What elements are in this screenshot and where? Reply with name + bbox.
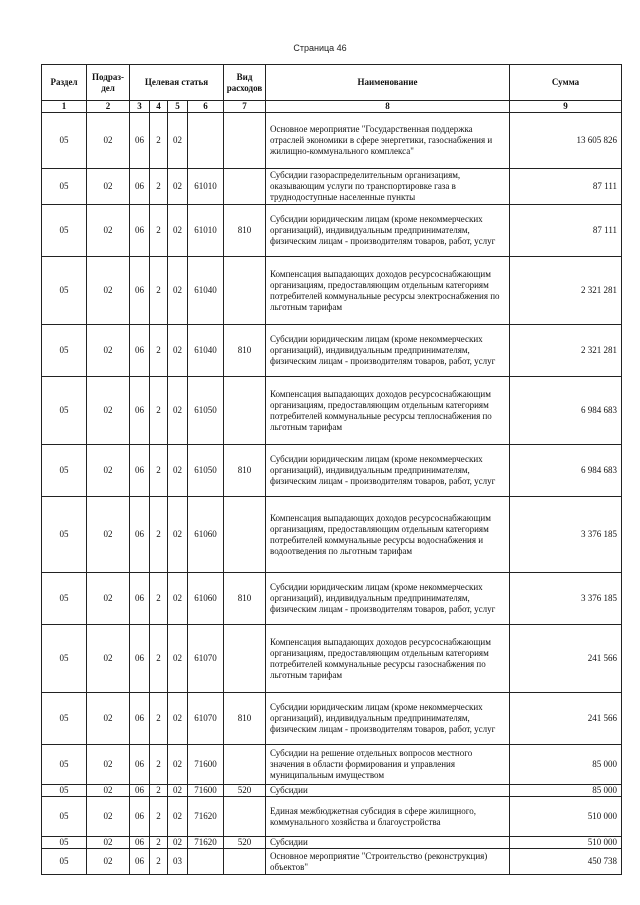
cell-podrazdel: 02 (87, 573, 130, 625)
column-number: 4 (150, 101, 168, 113)
cell-event: 02 (168, 573, 188, 625)
header-name: Наименование (266, 65, 510, 101)
cell-sum: 450 738 (510, 849, 622, 875)
cell-subprogram: 2 (150, 785, 168, 797)
column-number: 3 (130, 101, 150, 113)
cell-razdel: 05 (42, 205, 87, 257)
cell-direction: 61070 (188, 625, 224, 693)
cell-event: 02 (168, 745, 188, 785)
cell-name: Компенсация выпадающих доходов ресурсоснабжающим организациям, предоставляющим отдельным категориям потребителей коммунальные ресурсы водоснабжения и водоотведения по льготным тарифам (266, 497, 510, 573)
cell-subprogram: 2 (150, 497, 168, 573)
cell-direction (188, 849, 224, 875)
cell-razdel: 05 (42, 573, 87, 625)
cell-subprogram: 2 (150, 169, 168, 205)
cell-program: 06 (130, 169, 150, 205)
cell-vid (224, 745, 266, 785)
cell-name: Субсидии юридическим лицам (кроме некоммерческих организаций), индивидуальным предпринимателям, физическим лицам - производителям товаров, работ, услуг (266, 205, 510, 257)
cell-sum: 87 111 (510, 169, 622, 205)
cell-name: Основное мероприятие "Государственная поддержка отраслей экономики в сфере энергетики, газоснабжения и жилищно-коммунального комплекса" (266, 113, 510, 169)
cell-sum: 2 321 281 (510, 325, 622, 377)
cell-razdel: 05 (42, 497, 87, 573)
cell-program: 06 (130, 377, 150, 445)
cell-name: Субсидии юридическим лицам (кроме некоммерческих организаций), индивидуальным предпринимателям, физическим лицам - производителям товаров, работ, услуг (266, 573, 510, 625)
cell-vid: 520 (224, 837, 266, 849)
table-body (42, 113, 622, 875)
cell-vid: 810 (224, 445, 266, 497)
cell-subprogram: 2 (150, 377, 168, 445)
cell-subprogram: 2 (150, 625, 168, 693)
table-row (42, 797, 622, 837)
cell-event: 02 (168, 837, 188, 849)
cell-name: Компенсация выпадающих доходов ресурсоснабжающим организациям, предоставляющим отдельным категориям потребителей коммунальные ресурсы газоснабжения по льготным тарифам (266, 625, 510, 693)
cell-program: 06 (130, 745, 150, 785)
cell-sum: 85 000 (510, 785, 622, 797)
cell-razdel: 05 (42, 797, 87, 837)
cell-event: 02 (168, 625, 188, 693)
cell-vid: 810 (224, 693, 266, 745)
cell-vid (224, 377, 266, 445)
cell-name: Единая межбюджетная субсидия в сфере жилищного, коммунального хозяйства и благоустройства (266, 797, 510, 837)
cell-razdel: 05 (42, 377, 87, 445)
table-row (42, 693, 622, 745)
cell-razdel: 05 (42, 745, 87, 785)
cell-subprogram: 2 (150, 797, 168, 837)
cell-vid: 810 (224, 205, 266, 257)
cell-sum: 241 566 (510, 625, 622, 693)
header-sum: Сумма (510, 65, 622, 101)
page-header: Страница 46 (293, 43, 347, 53)
table-row (42, 625, 622, 693)
table-row (42, 325, 622, 377)
cell-sum: 6 984 683 (510, 377, 622, 445)
cell-sum: 2 321 281 (510, 257, 622, 325)
cell-razdel: 05 (42, 113, 87, 169)
cell-sum: 3 376 185 (510, 573, 622, 625)
cell-razdel: 05 (42, 257, 87, 325)
cell-podrazdel: 02 (87, 257, 130, 325)
cell-podrazdel: 02 (87, 797, 130, 837)
column-number: 9 (510, 101, 622, 113)
cell-direction (188, 113, 224, 169)
cell-vid: 520 (224, 785, 266, 797)
column-number: 5 (168, 101, 188, 113)
cell-vid (224, 257, 266, 325)
table-row (42, 445, 622, 497)
cell-vid (224, 497, 266, 573)
cell-program: 06 (130, 693, 150, 745)
column-number: 8 (266, 101, 510, 113)
cell-event: 02 (168, 205, 188, 257)
cell-event: 02 (168, 693, 188, 745)
table-row (42, 745, 622, 785)
table-row (42, 169, 622, 205)
table-row (42, 113, 622, 169)
cell-sum: 241 566 (510, 693, 622, 745)
cell-event: 02 (168, 785, 188, 797)
header-row (42, 65, 622, 101)
cell-vid: 810 (224, 573, 266, 625)
cell-direction: 71600 (188, 785, 224, 797)
cell-subprogram: 2 (150, 573, 168, 625)
cell-sum: 510 000 (510, 797, 622, 837)
cell-program: 06 (130, 797, 150, 837)
cell-razdel: 05 (42, 445, 87, 497)
cell-direction: 61010 (188, 205, 224, 257)
cell-sum: 13 605 826 (510, 113, 622, 169)
cell-event: 02 (168, 169, 188, 205)
cell-name: Субсидии юридическим лицам (кроме некоммерческих организаций), индивидуальным предпринимателям, физическим лицам - производителям товаров, работ, услуг (266, 325, 510, 377)
cell-podrazdel: 02 (87, 445, 130, 497)
cell-event: 02 (168, 445, 188, 497)
cell-podrazdel: 02 (87, 325, 130, 377)
cell-event: 02 (168, 325, 188, 377)
cell-direction: 71620 (188, 797, 224, 837)
cell-program: 06 (130, 205, 150, 257)
cell-direction: 61060 (188, 497, 224, 573)
cell-podrazdel: 02 (87, 693, 130, 745)
cell-subprogram: 2 (150, 205, 168, 257)
cell-program: 06 (130, 113, 150, 169)
cell-sum: 3 376 185 (510, 497, 622, 573)
cell-program: 06 (130, 497, 150, 573)
cell-vid (224, 849, 266, 875)
column-number: 6 (188, 101, 224, 113)
cell-program: 06 (130, 849, 150, 875)
column-number: 7 (224, 101, 266, 113)
cell-name: Компенсация выпадающих доходов ресурсоснабжающим организациям, предоставляющим отдельным категориям потребителей коммунальные ресурсы теплоснабжения по льготным тарифам (266, 377, 510, 445)
cell-subprogram: 2 (150, 693, 168, 745)
cell-podrazdel: 02 (87, 849, 130, 875)
cell-name: Субсидии (266, 837, 510, 849)
table-row (42, 377, 622, 445)
cell-subprogram: 2 (150, 325, 168, 377)
cell-podrazdel: 02 (87, 377, 130, 445)
cell-direction: 61070 (188, 693, 224, 745)
cell-subprogram: 2 (150, 745, 168, 785)
cell-program: 06 (130, 257, 150, 325)
table-row (42, 849, 622, 875)
header-podrazdel: Подраз-дел (87, 65, 130, 101)
column-number-row (42, 101, 622, 113)
cell-vid (224, 169, 266, 205)
cell-event: 02 (168, 377, 188, 445)
cell-direction: 61040 (188, 257, 224, 325)
header-vid: Вид расходов (224, 65, 266, 101)
header-target: Целевая статья (130, 65, 224, 101)
cell-sum: 510 000 (510, 837, 622, 849)
cell-vid (224, 625, 266, 693)
table-row (42, 837, 622, 849)
table-row (42, 257, 622, 325)
table-row (42, 573, 622, 625)
cell-sum: 6 984 683 (510, 445, 622, 497)
cell-podrazdel: 02 (87, 113, 130, 169)
cell-podrazdel: 02 (87, 837, 130, 849)
cell-name: Субсидии на решение отдельных вопросов местного значения в области формирования и управления муниципальным имуществом (266, 745, 510, 785)
cell-razdel: 05 (42, 849, 87, 875)
cell-program: 06 (130, 445, 150, 497)
cell-podrazdel: 02 (87, 169, 130, 205)
cell-event: 02 (168, 257, 188, 325)
cell-program: 06 (130, 625, 150, 693)
table-row (42, 205, 622, 257)
cell-program: 06 (130, 325, 150, 377)
column-number: 2 (87, 101, 130, 113)
cell-name: Субсидии юридическим лицам (кроме некоммерческих организаций), индивидуальным предпринимателям, физическим лицам - производителям товаров, работ, услуг (266, 445, 510, 497)
cell-direction: 61050 (188, 445, 224, 497)
cell-direction: 61060 (188, 573, 224, 625)
cell-name: Компенсация выпадающих доходов ресурсоснабжающим организациям, предоставляющим отдельным категориям потребителей коммунальные ресурсы электроснабжения по льготным тарифам (266, 257, 510, 325)
cell-subprogram: 2 (150, 445, 168, 497)
cell-razdel: 05 (42, 169, 87, 205)
table-row (42, 497, 622, 573)
cell-direction: 61040 (188, 325, 224, 377)
column-number: 1 (42, 101, 87, 113)
cell-name: Субсидии (266, 785, 510, 797)
table-row (42, 785, 622, 797)
cell-vid (224, 113, 266, 169)
cell-razdel: 05 (42, 325, 87, 377)
cell-name: Субсидии газораспределительным организациям, оказывающим услуги по транспортировке газа в труднодоступные населенные пункты (266, 169, 510, 205)
cell-podrazdel: 02 (87, 785, 130, 797)
cell-podrazdel: 02 (87, 625, 130, 693)
cell-vid: 810 (224, 325, 266, 377)
cell-subprogram: 2 (150, 113, 168, 169)
cell-sum: 85 000 (510, 745, 622, 785)
cell-razdel: 05 (42, 693, 87, 745)
cell-razdel: 05 (42, 785, 87, 797)
cell-direction: 71600 (188, 745, 224, 785)
cell-subprogram: 2 (150, 257, 168, 325)
cell-podrazdel: 02 (87, 205, 130, 257)
cell-podrazdel: 02 (87, 497, 130, 573)
cell-subprogram: 2 (150, 837, 168, 849)
cell-podrazdel: 02 (87, 745, 130, 785)
cell-event: 02 (168, 497, 188, 573)
cell-direction: 71620 (188, 837, 224, 849)
cell-razdel: 05 (42, 837, 87, 849)
header-razdel: Раздел (42, 65, 87, 101)
cell-name: Субсидии юридическим лицам (кроме некоммерческих организаций), индивидуальным предпринимателям, физическим лицам - производителям товаров, работ, услуг (266, 693, 510, 745)
cell-direction: 61010 (188, 169, 224, 205)
cell-sum: 87 111 (510, 205, 622, 257)
cell-direction: 61050 (188, 377, 224, 445)
cell-event: 02 (168, 797, 188, 837)
cell-razdel: 05 (42, 625, 87, 693)
cell-program: 06 (130, 837, 150, 849)
cell-event: 03 (168, 849, 188, 875)
cell-name: Основное мероприятие "Строительство (реконструкция) объектов" (266, 849, 510, 875)
cell-event: 02 (168, 113, 188, 169)
cell-program: 06 (130, 785, 150, 797)
budget-table (41, 64, 622, 875)
cell-vid (224, 797, 266, 837)
cell-program: 06 (130, 573, 150, 625)
cell-subprogram: 2 (150, 849, 168, 875)
